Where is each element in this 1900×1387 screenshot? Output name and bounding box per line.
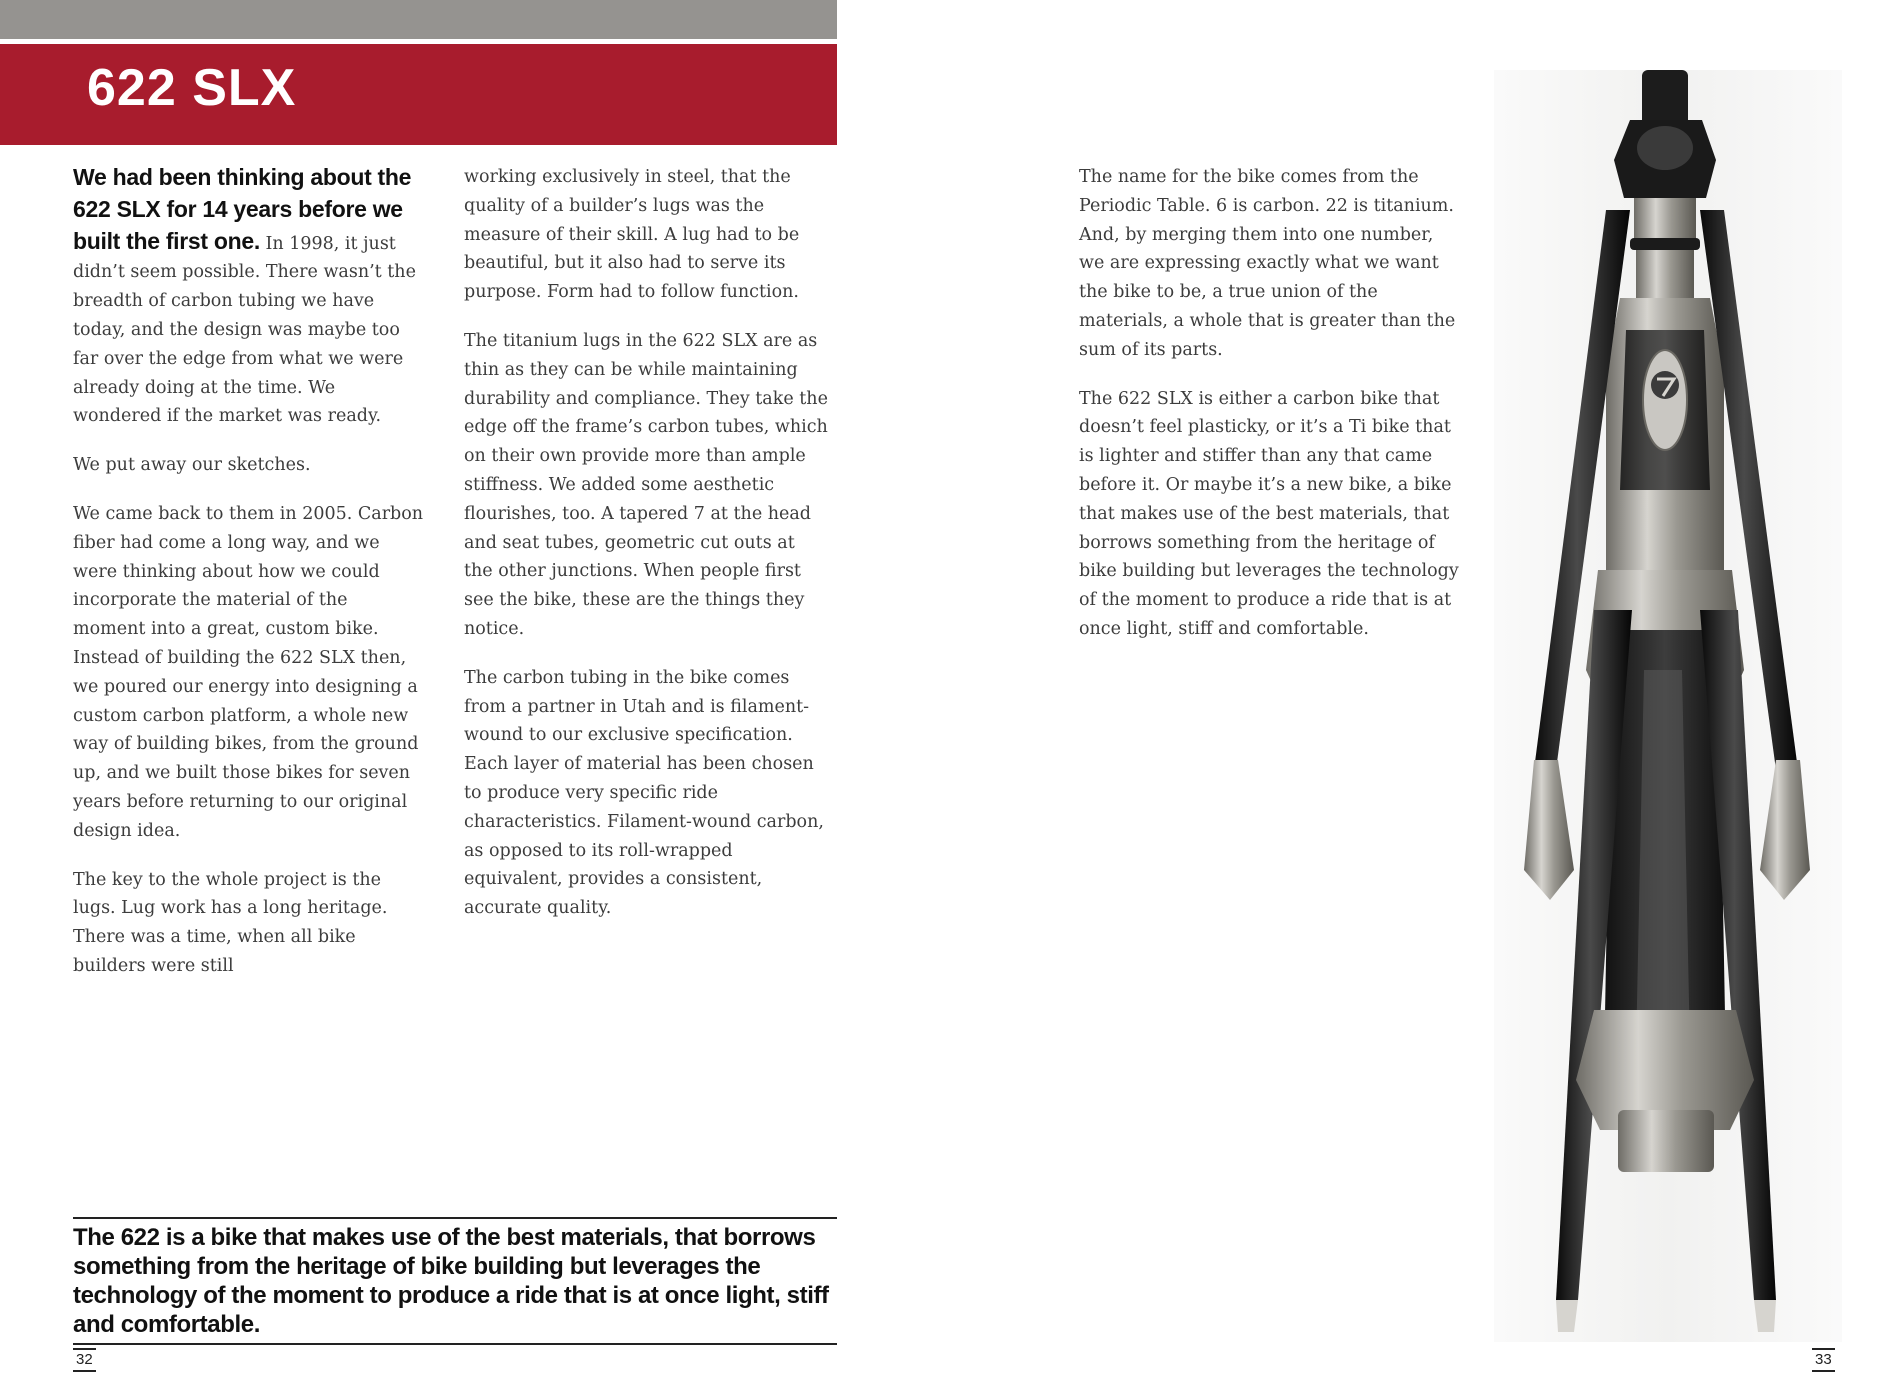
paragraph: The 622 SLX is either a carbon bike that doesn’t feel plasticky, or it’s a Ti bike that is lighter and stiffer than any that came before it. Or maybe it’s a new bike, a bike that makes use of the best materials, that borrows something from the heritage of bike building but leverages the technology of the moment to produce a ride that is at once light, stiff and comfortable.	[1079, 388, 1459, 639]
pull-quote-text: The 622 is a bike that makes use of the best materials, that borrows something from the heritage of bike building but leverages the technology of the moment to produce a ride that is at once light, stiff and comfortable.	[73, 1224, 829, 1338]
down-tube-highlight	[1636, 670, 1690, 1050]
text-column-1	[73, 163, 425, 1001]
bottom-bracket-shell	[1618, 1110, 1714, 1172]
paragraph: working exclusively in steel, that the quality of a builder’s lugs was the measure of their skill. A lug had to be beautiful, but it also had to serve its purpose. Form had to follow function.	[464, 167, 800, 303]
paragraph: The key to the whole project is the lugs. Lug work has a long heritage. There was a time, when all bike builders were still	[73, 869, 388, 976]
page-number-right: 33	[1812, 1348, 1835, 1372]
paragraph: We put away our sketches.	[73, 455, 311, 476]
lead-in-heading: We had been thinking about the 622 SLX for 14 years before we built the first one.	[73, 164, 412, 254]
paragraph	[73, 163, 425, 431]
paragraph: The carbon tubing in the bike comes from a partner in Utah and is filament-wound to our exclusive specification. Each layer of material has been chosen to produce very specific ride characteristics. Filament-wound carbon, as opposed to its roll-wrapped equivalent, provides a consistent, accurate quality.	[464, 667, 824, 919]
page-title: 622 SLX	[87, 59, 297, 117]
paragraph: The titanium lugs in the 622 SLX are as thin as they can be while maintaining durability and compliance. They take the edge off the frame’s carbon tubes, which on their own provide more than ample stiffness. We added some aesthetic flourishes, too. A tapered 7 at the head and seat tubes, geometric cut outs at the other junctions. When people first see the bike, these are the things they notice.	[464, 330, 828, 639]
top-grey-band	[0, 0, 837, 39]
text-column-2	[464, 163, 828, 943]
bike-frame-photo	[1494, 70, 1842, 1342]
text-column-3	[1079, 163, 1463, 664]
page-number-left: 32	[73, 1348, 96, 1372]
paragraph: The name for the bike comes from the Periodic Table. 6 is carbon. 22 is titanium. And, by merging them into one number, we are expressing exactly what we want the bike to be, a true union of the materials, a whole that is greater than the sum of its parts.	[1079, 167, 1456, 360]
head-badge	[1643, 350, 1687, 450]
paragraph: We came back to them in 2005. Carbon fiber had come a long way, and we were thinking about how we could incorporate the material of the moment into a great, custom bike. Instead of building the 622 SLX then, we poured our energy into designing a custom carbon platform, a whole new way of building bikes, from the ground up, and we built those bikes for seven years before returning to our original design idea.	[73, 503, 424, 841]
paragraph-text: In 1998, it just didn’t seem possible. There wasn’t the breadth of carbon tubing we have today, and the design was maybe too far over the edge from what we were already doing at the time. We wondered if the market was ready.	[73, 233, 416, 427]
pull-quote	[73, 1217, 837, 1345]
